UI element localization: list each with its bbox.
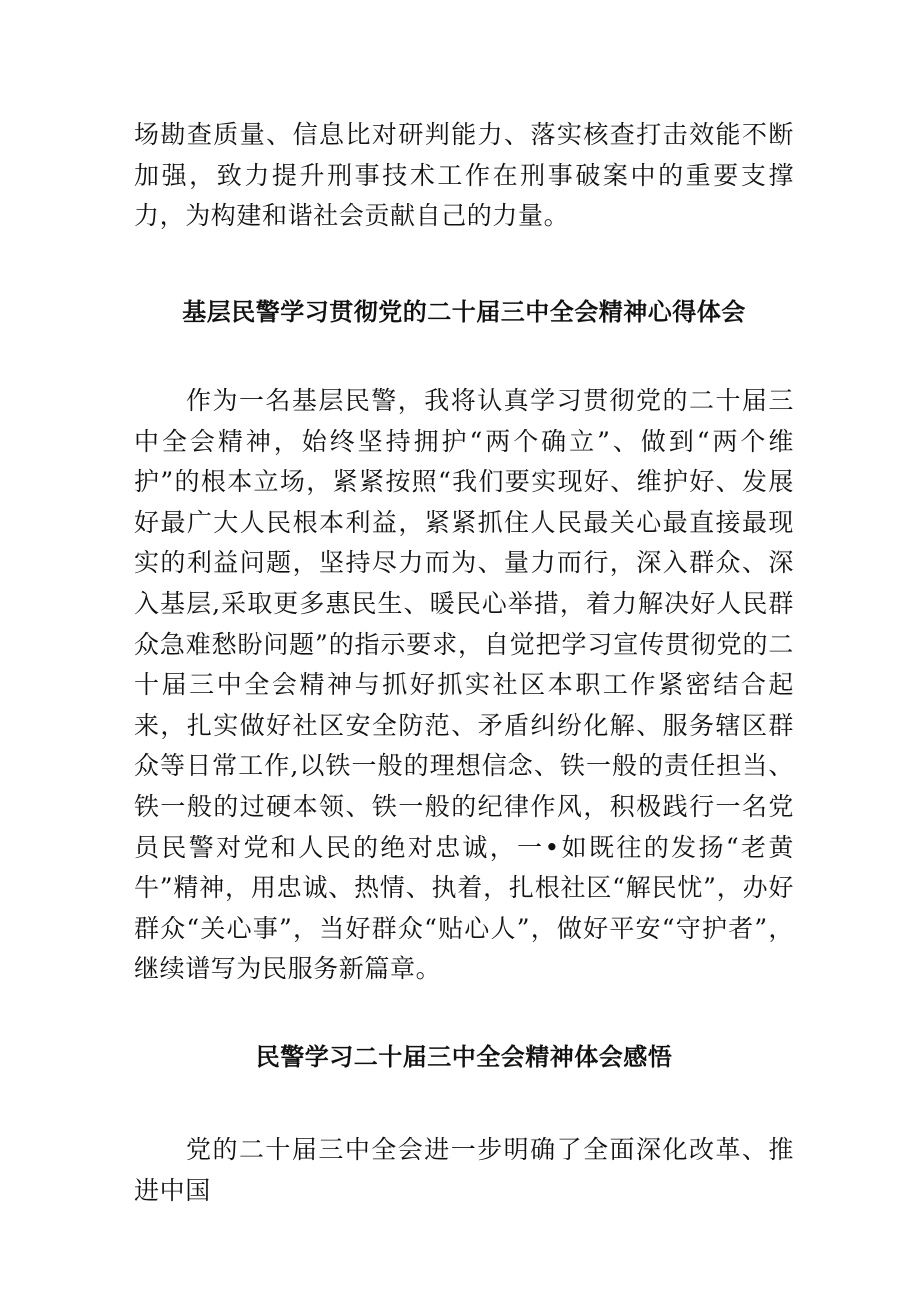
section-title-police-insights: 民警学习二十届三中全会精神体会感悟 [255, 1043, 673, 1071]
section-body-grassroots-police: 作为一名基层民警，我将认真学习贯彻党的二十届三中全会精神，始终坚持拥护“两个确立”、做到“两个维护”的根本立场，紧紧按照“我们要实现好、维护好、发展好最广大人民根本利益，紧紧抓住人民最关心最直接最现实的利益问题，坚持尽力而为、量力而行，深入群众、深入基层,采取更多惠民生、暖民心举措，着力解决好人民群众急难愁盼问题”的指示要求，自觉把学习宣传贯彻党的二十届三中全会精神与抓好抓实社区本职工作紧密结合起来，扎实做好社区安全防范、矛盾纠纷化解、服务辖区群众等日常工作,以铁一般的理想信念、铁一般的责任担当、铁一般的过硬本领、铁一般的纪律作风，积极践行一名党员民警对党和人民的绝对忠诚，一•如既往的发扬“老黄牛”精神，用忠诚、热情、执着，扎根社区“解民忧”，办好群众“关心事”，当好群众“贴心人”，做好平安“守护者”，继续谱写为民服务新篇章。 [134, 386, 794, 984]
section-title-grassroots-police: 基层民警学习贯彻党的二十届三中全会精神心得体会 [182, 298, 746, 326]
section-body-police-insights: 党的二十届三中全会进一步明确了全面深化改革、推进中国 [134, 1135, 794, 1205]
paragraph-continuation: 场勘查质量、信息比对研判能力、落实核查打击效能不断加强，致力提升刑事技术工作在刑事破案中的重要支撑力，为构建和谐社会贡献自己的力量。 [134, 120, 794, 231]
